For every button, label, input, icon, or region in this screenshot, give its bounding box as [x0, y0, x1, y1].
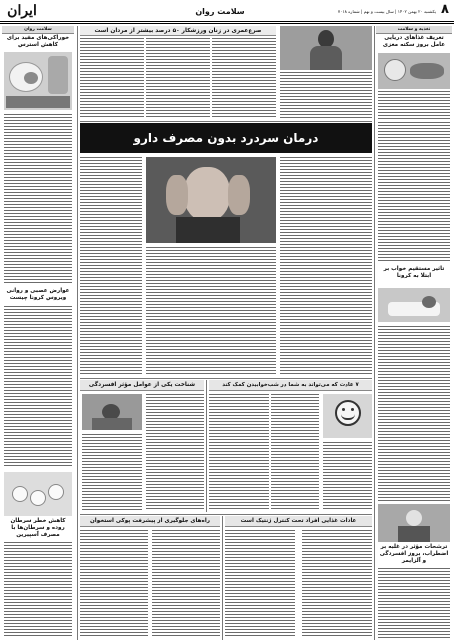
osteoporosis-block — [80, 516, 220, 640]
depression-block — [80, 380, 204, 512]
seafood-photo — [378, 53, 450, 89]
left-rail-article-2 — [4, 306, 72, 466]
sleep-photo — [378, 288, 450, 322]
feature-col-right — [280, 157, 372, 375]
top-headline: صرع‌عمری در زنان ورزشکار ۵۰ درصد بیشتر از مردان است — [80, 26, 276, 36]
sleep-habits-block — [209, 380, 372, 512]
left-rail-label: سلامت روان — [2, 26, 74, 34]
left-rail-article-1 — [4, 114, 72, 284]
headache-photo — [146, 157, 276, 243]
depression-headline: شناخت یکی از عوامل مؤثر افسردگی — [80, 380, 204, 391]
depression-col-left — [82, 434, 142, 510]
left-rail-title-3: کاهش خطر سرطان روده و سرطان‌ها با مصرف آسپیرین — [10, 518, 66, 538]
seafood-article — [378, 91, 450, 119]
top-article-col-1 — [80, 38, 144, 118]
genetics-col-1 — [225, 530, 295, 638]
right-rail — [376, 122, 452, 502]
osteoporosis-headline: راه‌های جلوگیری از پیشرفت پوکی استخوان — [80, 516, 220, 527]
genetics-headline: عادات غذایی افراد تحت کنترل ژنتیک است — [225, 516, 372, 527]
feature-title: درمان سردرد بدون مصرف دارو — [133, 131, 319, 145]
right-rail-bottom — [376, 504, 452, 640]
paper-logo: ایران — [7, 3, 37, 19]
anxiety-photo — [378, 504, 450, 542]
sleep-covid-title: تاثیر مستقیم خواب بر ابتلا به کرونا — [383, 266, 445, 279]
feature-col-left — [80, 157, 142, 375]
left-rail-title-2: عوارض عصبی و روانی ویروس کرونا چیست — [6, 288, 70, 301]
feature-col-mid — [146, 247, 276, 375]
anxiety-title: ترشحات مؤثر در غلبه بر اضطراب، بروز افسردگی و آلزایمر — [379, 544, 449, 564]
headache-feature — [80, 123, 372, 377]
food-photo — [4, 52, 72, 110]
osteoporosis-col-1 — [80, 530, 148, 638]
left-rail-title-1: خوراکی‌های مفید برای کاهش استرس — [6, 35, 70, 48]
smiley-photo — [323, 394, 372, 438]
osteoporosis-col-2 — [152, 530, 220, 638]
left-rail-article-3 — [4, 542, 72, 638]
sleep-habits-col-2 — [271, 394, 319, 510]
top-right-block — [376, 26, 452, 120]
depression-photo — [82, 394, 142, 430]
sleep-habits-col-3 — [323, 442, 372, 510]
section-title: سلامت روان — [195, 7, 245, 16]
genetics-block — [225, 516, 372, 640]
aspirin-photo — [4, 472, 72, 516]
sleep-habits-headline: ۷ عادت که می‌تواند به شما در شب‌خوابیدن کمک کند — [209, 380, 372, 391]
right-rail-article-1 — [378, 122, 450, 262]
top-center-block — [80, 26, 372, 120]
athlete-article — [280, 72, 372, 118]
page-number: ۸ — [441, 2, 449, 17]
anxiety-article — [378, 568, 450, 638]
right-rail-article-2 — [378, 326, 450, 502]
top-article-col-2 — [146, 38, 210, 118]
genetics-col-2 — [302, 530, 372, 638]
feature-banner — [80, 123, 372, 153]
top-right-label: تغذیه و سلامت — [376, 26, 452, 34]
dateline: یکشنبه ۲۰ بهمن ۱۴۰۲ | سال بیست و نهم | شماره ۷۰۱۸ — [337, 9, 436, 14]
top-article-col-3 — [212, 38, 276, 118]
depression-col-right — [146, 394, 204, 510]
top-right-title: تعریف غذاهای دریایی عامل بروز سکته مغزی — [382, 35, 446, 48]
left-rail — [2, 26, 74, 640]
sleep-habits-col-1 — [209, 394, 269, 510]
athlete-photo — [280, 26, 372, 70]
